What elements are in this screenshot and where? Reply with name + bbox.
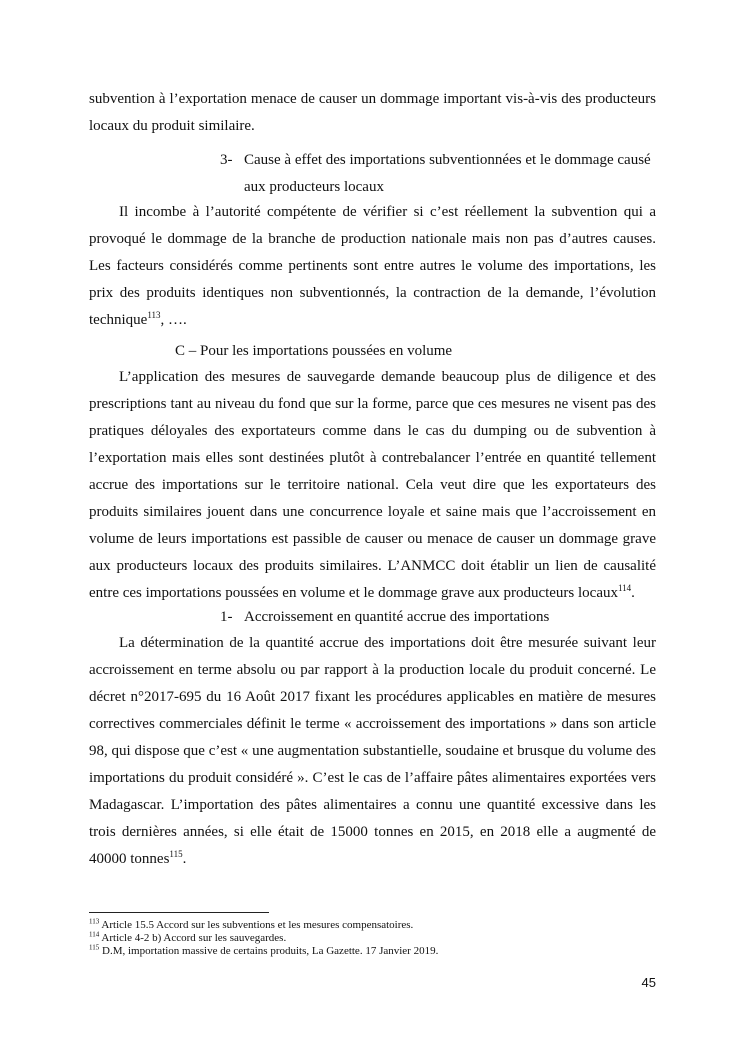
footnote-number: 114 [89, 930, 100, 939]
footnote-113 [89, 919, 656, 932]
section-heading-3 [220, 147, 660, 201]
heading-number: 3- [220, 152, 233, 168]
footnote-text: Article 15.5 Accord sur les subventions et les mesures compensatoires. [101, 919, 414, 931]
section-heading-1 [220, 604, 549, 631]
footnote-ref-113[interactable]: 113 [147, 310, 161, 320]
footnote-115 [89, 945, 656, 958]
paragraph-continuation [89, 86, 656, 140]
paragraph-text: subvention à l’exportation menace de causer un dommage important vis-à-vis des producteurs locaux du produit similaire. [89, 91, 656, 134]
paragraph-text: Il incombe à l’autorité compétente de vérifier si c’est réellement la subvention qui a provoqué le dommage de la branche de production nationale mais non pas d’autres causes. Les facteurs considérés comme pertinents sont entre autres le volume des importations, les prix des produits identiques non subventionnés, la contraction de la demande, l’évolution technique [89, 204, 656, 328]
heading-text: Cause à effet des importations subventionnées et le dommage causé aux producteurs locaux [244, 152, 651, 195]
paragraph-text-end: , …. [160, 312, 187, 328]
page-number: 45 [641, 975, 656, 990]
section-heading-c: C – Pour les importations poussées en volume [175, 343, 453, 359]
footnote-number: 115 [89, 943, 100, 952]
footnote-text: D.M, importation massive de certains produits, La Gazette. 17 Janvier 2019. [102, 945, 439, 957]
paragraph-causality [89, 199, 656, 334]
footnote-ref-114[interactable]: 114 [618, 583, 632, 593]
footnote-114 [89, 932, 656, 945]
paragraph-text-end: . [182, 851, 187, 867]
paragraph-text-end: . [631, 585, 635, 601]
footnote-ref-115[interactable]: 115 [169, 849, 183, 859]
paragraph-text: L’application des mesures de sauvegarde demande beaucoup plus de diligence et des prescriptions tant au niveau du fond que sur la forme, parce que ces mesures ne visent pas des pratiques déloyales des exportateurs comme dans le cas du dumping ou de subvention à l’exportation mais elles sont destinées plutôt à contrebalancer l’entrée en quantité tellement accrue des importations sur le territoire national. Cela veut dire que les exportateurs des produits similaires jouent dans une concurrence loyale et saine mais que l’accroissement en volume de leurs importations est passible de causer ou menace de causer un dommage grave aux producteurs locaux des produits similaires. L’ANMCC doit établir un lien de causalité entre ces importations poussées en volume et le dommage grave aux producteurs locaux [89, 369, 656, 601]
heading-number: 1- [220, 609, 233, 625]
paragraph-text: La détermination de la quantité accrue des importations doit être mesurée suivant leur accroissement en terme absolu ou par rapport à la production locale du produit concerné. Le décret n°2017-695 du 16 Août 2017 fixant les procédures applicables en matière de mesures correctives commerciales définit le terme « accroissement des importations » dans son article 98, qui dispose que c’est « une augmentation substantielle, soudaine et brusque du volume des importations du produit considéré ». C’est le cas de l’affaire pâtes alimentaires exportées vers Madagascar. L’importation des pâtes alimentaires a connu une quantité excessive dans les trois dernières années, si elle était de 15000 tonnes en 2015, en 2018 elle a augmenté de 40000 tonnes [89, 635, 656, 867]
heading-text: Accroissement en quantité accrue des importations [244, 609, 550, 625]
paragraph-safeguard [89, 364, 656, 607]
footnote-text: Article 4-2 b) Accord sur les sauvegardes. [101, 932, 287, 944]
paragraph-quantity [89, 630, 656, 873]
footnote-number: 113 [89, 917, 100, 926]
footnote-divider [89, 912, 269, 913]
